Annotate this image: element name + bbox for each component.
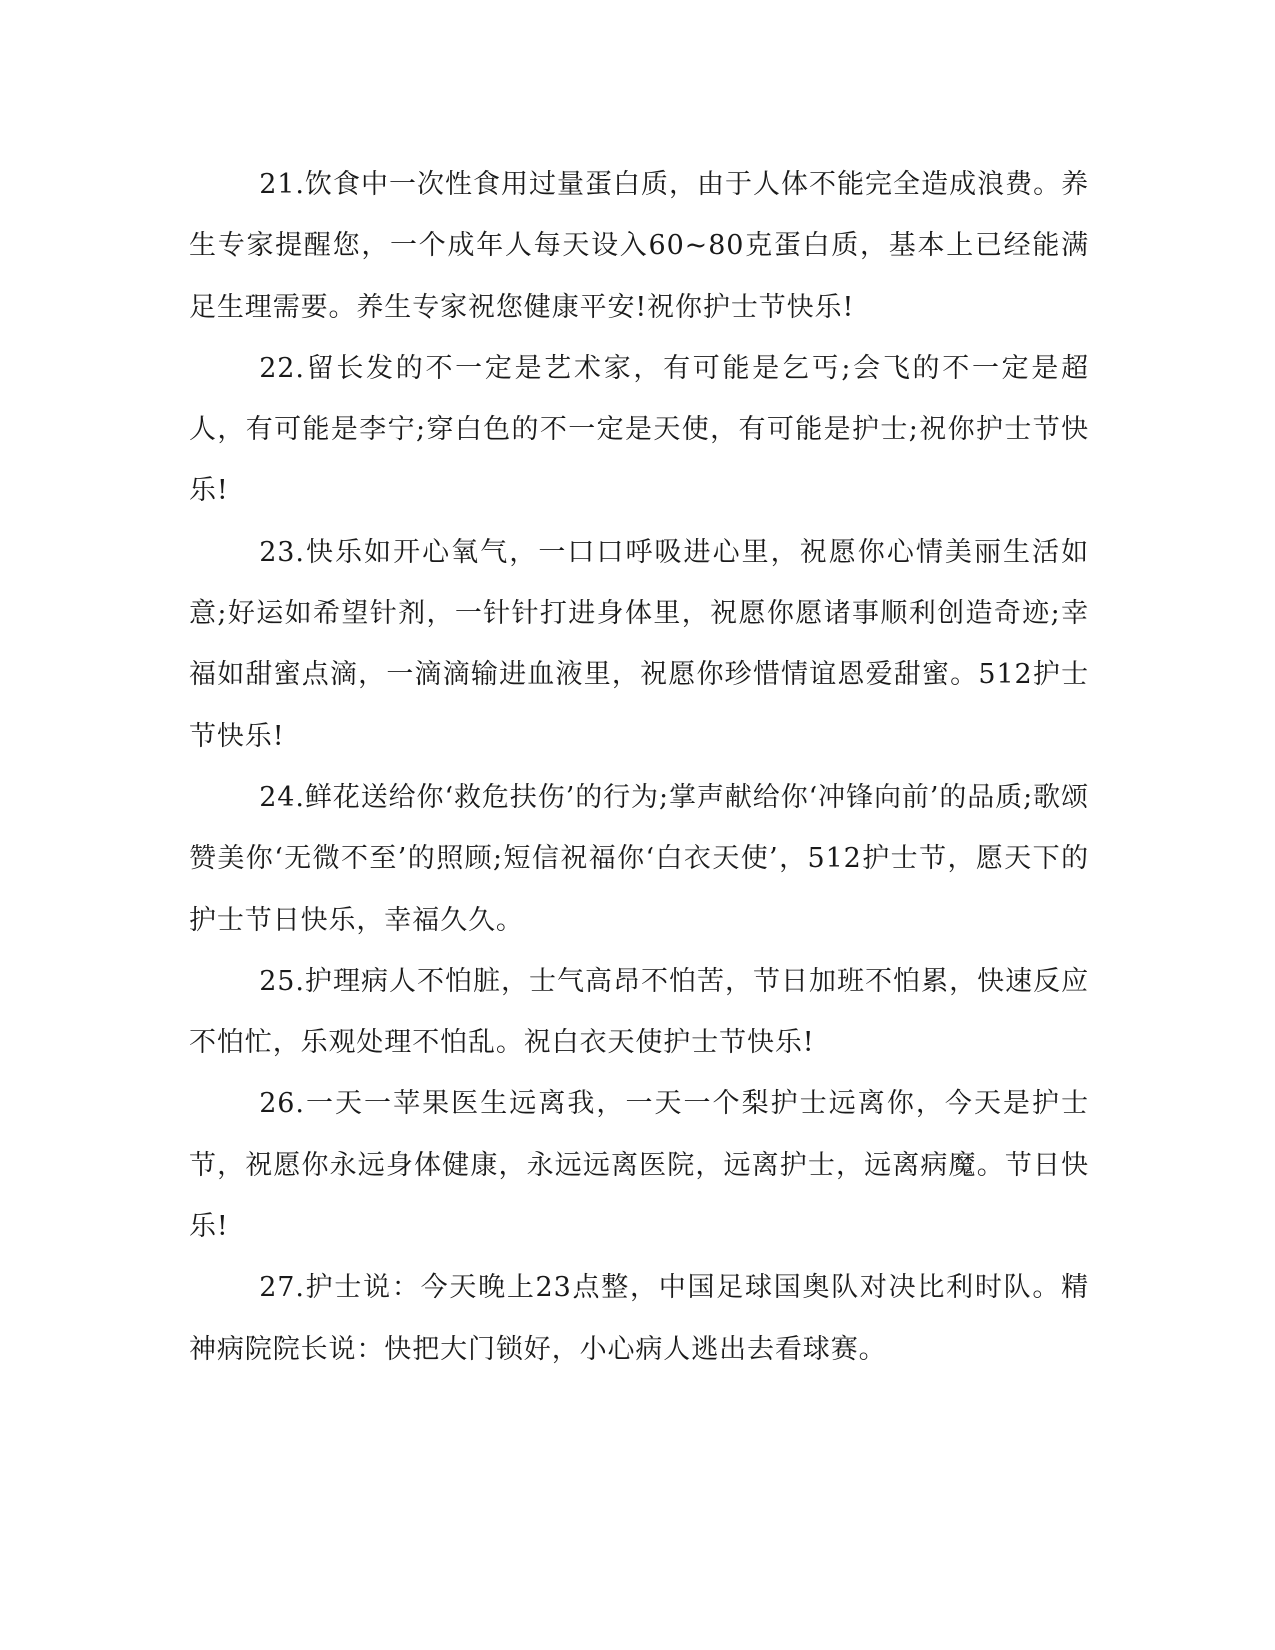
paragraph-25: 25.护理病人不怕脏，士气高昂不怕苦，节日加班不怕累，快速反应不怕忙，乐观处理不怕乱。祝白衣天使护士节快乐! bbox=[189, 965, 1089, 1059]
paragraph-21: 21.饮食中一次性食用过量蛋白质，由于人体不能完全造成浪费。养生专家提醒您，一个成年人每天设入60~80克蛋白质，基本上已经能满足生理需要。养生专家祝您健康平安!祝你护士节快乐! bbox=[189, 169, 1089, 323]
document-body bbox=[189, 154, 1089, 1380]
paragraph-23: 23.快乐如开心氧气，一口口呼吸进心里，祝愿你心情美丽生活如意;好运如希望针剂，一针针打进身体里，祝愿你愿诸事顺利创造奇迹;幸福如甜蜜点滴，一滴滴输进血液里，祝愿你珍惜情谊恩爱甜蜜。512护士节快乐! bbox=[189, 536, 1089, 752]
paragraph-24: 24.鲜花送给你‘救危扶伤’的行为;掌声献给你‘冲锋向前’的品质;歌颂赞美你‘无微不至’的照顾;短信祝福你‘白衣天使’，512护士节，愿天下的护士节日快乐，幸福久久。 bbox=[189, 781, 1089, 936]
paragraph-22: 22.留长发的不一定是艺术家，有可能是乞丐;会飞的不一定是超人，有可能是李宁;穿白色的不一定是天使，有可能是护士;祝你护士节快乐! bbox=[189, 352, 1089, 507]
paragraph-26: 26.一天一苹果医生远离我，一天一个梨护士远离你，今天是护士节，祝愿你永远身体健康，永远远离医院，远离护士，远离病魔。节日快乐! bbox=[189, 1088, 1089, 1243]
paragraph-27: 27.护士说：今天晚上23点整，中国足球国奥队对决比利时队。精神病院院长说：快把大门锁好，小心病人逃出去看球赛。 bbox=[189, 1272, 1089, 1365]
